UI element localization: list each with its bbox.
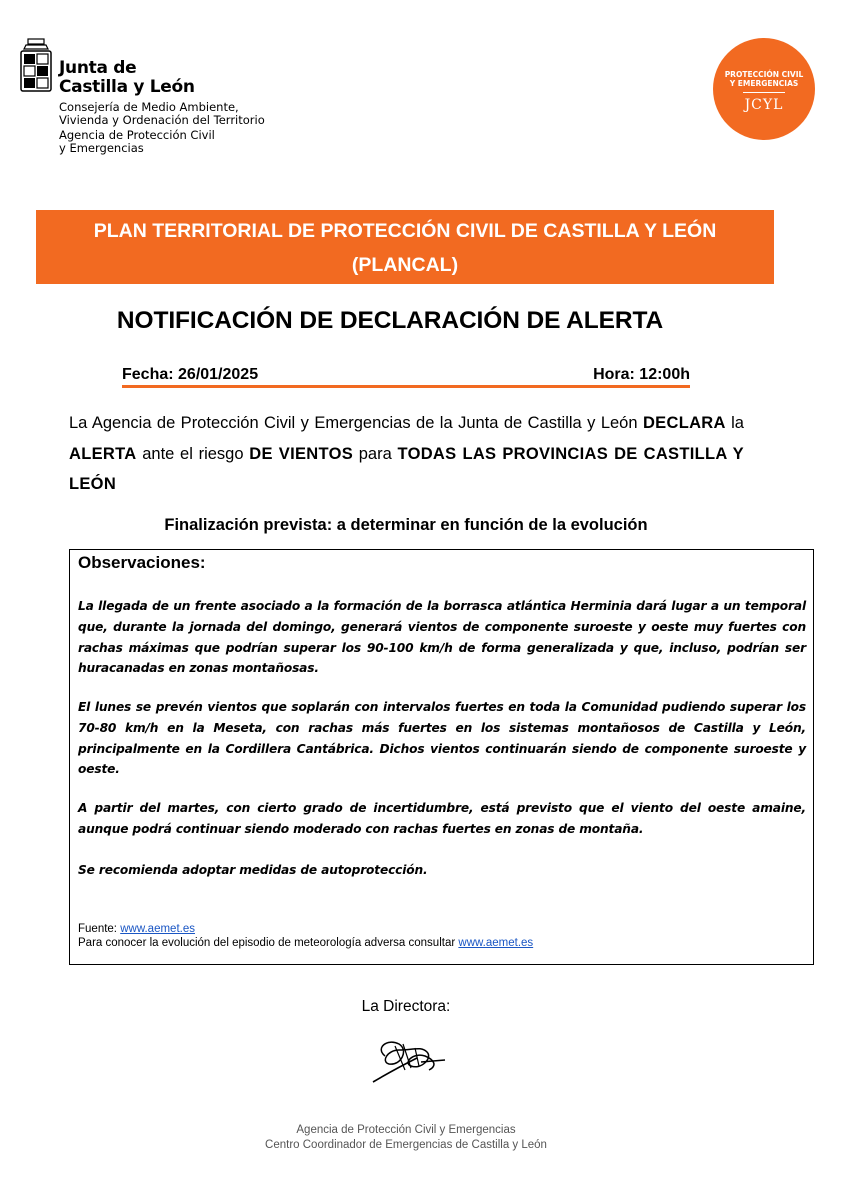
- director-label: La Directora:: [361, 998, 451, 1015]
- date-time-bar: [122, 366, 690, 388]
- logo-text: [713, 70, 815, 88]
- observacion-paragraph-3: A partir del martes, con cierto grado de incertidumbre, está previsto que el viento del oeste amaine, aunque podrá continuar siendo moderado con rachas fuertes en zonas de montaña.: [78, 801, 806, 836]
- consejeria-name: [59, 101, 265, 127]
- consejeria-line1: Consejería de Medio Ambiente,: [59, 100, 239, 114]
- declaration-para: para: [358, 444, 392, 463]
- org-name-line1: Junta de: [59, 58, 137, 78]
- plan-banner: [36, 210, 774, 284]
- footer-line2: Centro Coordinador de Emergencias de Castilla y León: [265, 1139, 547, 1151]
- finalizacion-prevista: Finalización prevista: a determinar en función de la evolución: [164, 516, 648, 534]
- declara-keyword: DECLARA: [642, 414, 726, 432]
- aemet-evolution-link[interactable]: www.aemet.es: [458, 937, 534, 949]
- logo-line1: PROTECCIÓN CIVIL: [724, 70, 804, 79]
- observacion-paragraph-2: El lunes se prevén vientos que soplarán con intervalos fuertes en toda la Comunidad pudiendo superar los 70-80 km/h en la Meseta, con rachas más fuertes en los sistemas montañosos de Castilla y León, principalmente en la Cordillera Cantábrica. Dichos vientos continuarán siendo de componente suroeste y oeste.: [78, 700, 806, 777]
- footer-line1: Agencia de Protección Civil y Emergencias: [296, 1124, 516, 1136]
- org-name-line2: Castilla y León: [59, 77, 195, 97]
- date-field: Fecha: 26/01/2025: [122, 366, 259, 383]
- proteccion-civil-logo: [713, 38, 815, 140]
- observaciones-title: Observaciones:: [78, 553, 206, 572]
- alerta-keyword: ALERTA: [69, 444, 137, 463]
- source-label: Fuente:: [78, 923, 117, 935]
- evolution-label: Para conocer la evolución del episodio de meteorología adversa consultar: [78, 937, 456, 949]
- agency-name: [59, 129, 215, 155]
- agency-line2: y Emergencias: [59, 141, 144, 155]
- declaration-paragraph: [69, 408, 744, 500]
- logo-divider: [743, 92, 785, 93]
- logo-jcyl: JCYL: [744, 97, 784, 113]
- time-field: Hora: 12:00h: [593, 366, 690, 383]
- declaration-intro: La Agencia de Protección Civil y Emergencias de la Junta de Castilla y León: [69, 414, 638, 432]
- evolution-line: [78, 936, 533, 950]
- source-line: [78, 922, 195, 936]
- riesgo-type: DE VIENTOS: [249, 444, 354, 463]
- declaration-ante: ante el riesgo: [142, 444, 244, 463]
- ambito-territorial: TODAS LAS PROVINCIAS DE CASTILLA Y LEÓN: [69, 444, 744, 493]
- logo-line2: Y EMERGENCIAS: [729, 79, 799, 88]
- signature-icon: [365, 1036, 450, 1088]
- banner-line1: PLAN TERRITORIAL DE PROTECCIÓN CIVIL DE CASTILLA Y LEÓN: [93, 220, 717, 242]
- aemet-link[interactable]: www.aemet.es: [120, 923, 195, 935]
- page-title: NOTIFICACIÓN DE DECLARACIÓN DE ALERTA: [116, 307, 664, 334]
- observacion-paragraph-1: La llegada de un frente asociado a la formación de la borrasca atlántica Herminia dará lugar a un temporal que, durante la jornada del domingo, generará vientos de componente suroeste y oeste muy fuertes con rachas máximas que podrían superar los 90-100 km/h de forma generalizada y que, incluso, podrían ser huracanadas en zonas montañosas.: [78, 599, 806, 676]
- consejeria-line2: Vivienda y Ordenación del Territorio: [59, 113, 265, 127]
- declaration-la: la: [731, 414, 744, 432]
- observacion-paragraph-4: Se recomienda adoptar medidas de autoprotección.: [78, 863, 428, 877]
- banner-line2: (PLANCAL): [351, 254, 459, 276]
- org-name: [59, 59, 195, 97]
- agency-line1: Agencia de Protección Civil: [59, 128, 215, 142]
- coat-of-arms-icon: [18, 38, 54, 96]
